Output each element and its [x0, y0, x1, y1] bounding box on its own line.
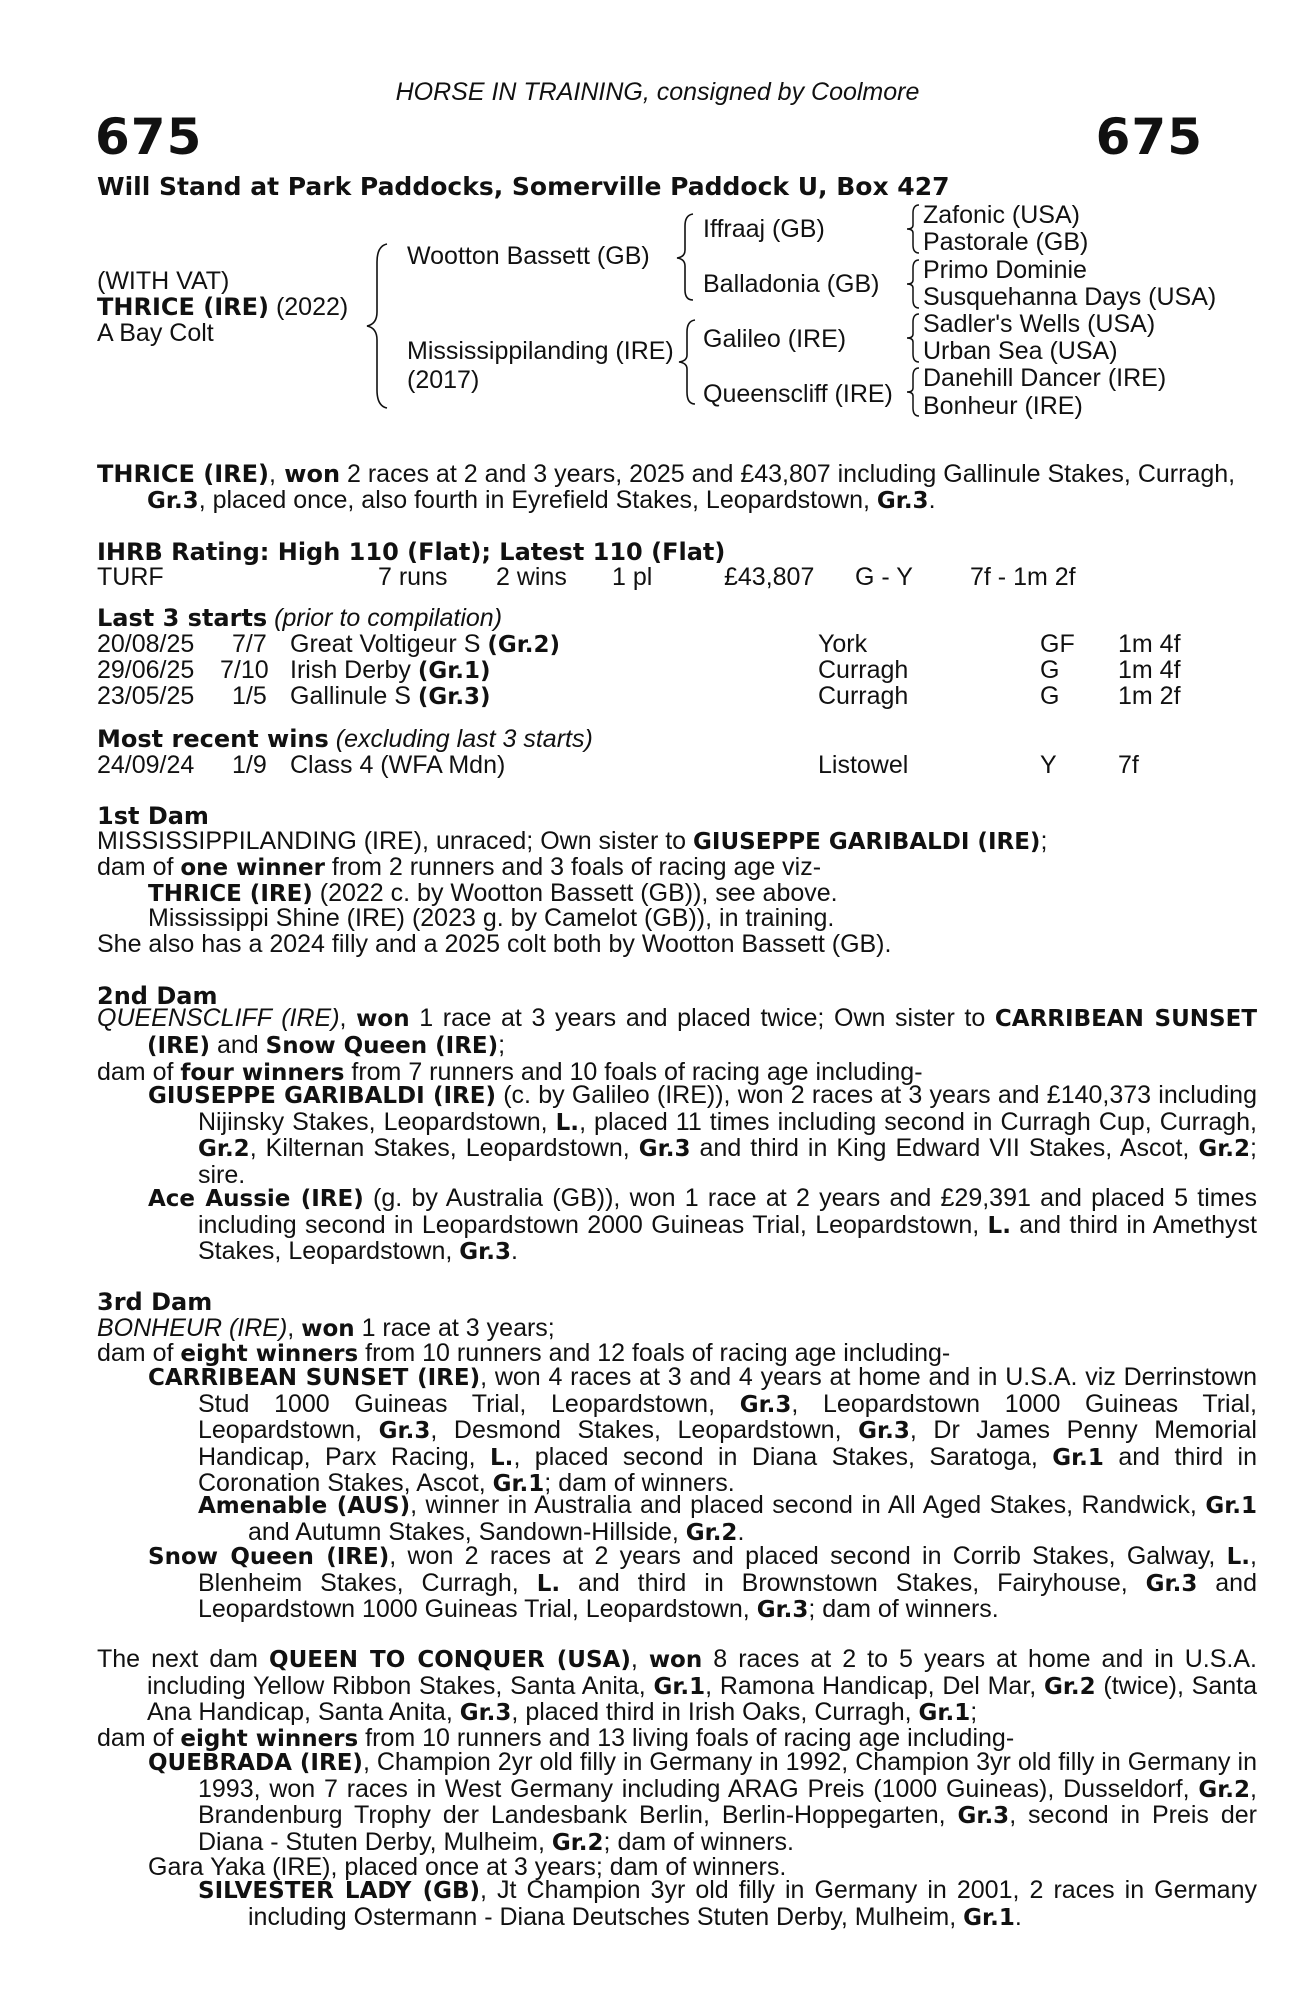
dam3-c3: Gr.3: [739, 1391, 792, 1418]
dam1-l2a: dam of: [97, 853, 181, 881]
nextdam-entry-silvester: [198, 1878, 1257, 1931]
last3-date: 20/08/25: [97, 630, 195, 658]
dam1-l1c: ;: [1040, 827, 1048, 855]
nextdam-c2: , Champion 2yr old filly in Germany in 1992, Champion 3yr old filly in Germany in 1993, won 7 races in West Germany including ARAG Preis (1000 Guineas), Dusseldorf,: [198, 1748, 1257, 1803]
dam3-b1: dam of: [97, 1339, 181, 1367]
nextdam-a13: ;: [970, 1698, 978, 1727]
dam3-c7: Gr.3: [858, 1418, 910, 1445]
dam2-c8: and third in King Edward VII Stakes, Ascot,: [690, 1134, 1199, 1163]
recent-dist: 7f: [1118, 751, 1139, 779]
dam2-a1: QUEENSCLIFF (IRE): [97, 1004, 340, 1032]
recent-note: (excluding last 3 starts): [335, 725, 593, 753]
dam3-heading: 3rd Dam: [97, 1288, 213, 1316]
stand-location: Will Stand at Park Paddocks, Somerville Paddock U, Box 427: [97, 172, 950, 201]
dam3-c10: , placed second in Diana Stakes, Saratoga,: [513, 1442, 1053, 1471]
dam3-c4: , Leopardstown 1000 Guineas Trial, Leopardstown,: [198, 1389, 1257, 1445]
last3-going: GF: [1040, 630, 1075, 658]
pedigree-dam: Mississippilanding (IRE): [407, 337, 674, 365]
horse-description: A Bay Colt: [97, 319, 214, 347]
dam1-line1: [97, 827, 1047, 856]
dam3-entry-amenable: [198, 1493, 1257, 1546]
pedigree-brace-dam: [677, 318, 701, 406]
nextdam-a10: Gr.3: [459, 1700, 512, 1727]
dam2-c7: Gr.3: [638, 1136, 691, 1163]
nextdam-a8: Gr.2: [1043, 1673, 1096, 1700]
last3-race: [290, 630, 560, 659]
pedigree-dam-dam: Queenscliff (IRE): [703, 380, 893, 408]
nextdam-c5: Gr.3: [957, 1803, 1010, 1830]
last3-course: Curragh: [818, 656, 909, 684]
dam3-f10: ; dam of winners.: [808, 1595, 999, 1624]
pedigree-dam-sire: Galileo (IRE): [703, 325, 847, 353]
dam3-e3: Gr.1: [1205, 1493, 1258, 1519]
nextdam-entry-quebrada: [148, 1750, 1257, 1856]
nextdam-c6: , second in Preis der Diana - Stuten Derby, Mulheim,: [198, 1801, 1257, 1856]
summary-name: THRICE (IRE): [97, 460, 269, 488]
dam3-f8: and Leopardstown 1000 Guineas Trial, Leopardstown,: [198, 1568, 1257, 1624]
dam1-line5: She also has a 2024 filly and a 2025 colt both by Wootton Bassett (GB).: [97, 930, 892, 958]
dam3-c1: CARRIBEAN SUNSET (IRE): [148, 1365, 481, 1391]
dam2-a8: ;: [498, 1030, 506, 1059]
dam3-f5: L.: [536, 1570, 561, 1597]
ratings-distance: 7f - 1m 2f: [970, 563, 1076, 591]
last3-pos: 7/7: [232, 630, 267, 658]
dam1-l1a: MISSISSIPPILANDING (IRE), unraced; Own sister to: [97, 827, 694, 855]
dam2-a5: CARRIBEAN SUNSET (IRE): [147, 1006, 1258, 1059]
pedigree-g6: Urban Sea (USA): [923, 337, 1118, 365]
dam2-c6: , Kilternan Stakes, Leopardstown,: [249, 1134, 639, 1163]
pedigree-g4: Susquehanna Days (USA): [923, 283, 1217, 311]
pedigree-dam-year: (2017): [407, 366, 480, 394]
dam2-d5: Gr.3: [459, 1239, 511, 1266]
dam2-d4: and third in Amethyst Stakes, Leopardstown,: [198, 1210, 1257, 1266]
dam3-e5: Gr.2: [685, 1519, 738, 1546]
last3-date: 23/05/25: [97, 682, 195, 710]
dam3-e2: , winner in Australia and placed second in All Aged Stakes, Randwick,: [410, 1491, 1206, 1519]
dam2-c10: ; sire.: [198, 1134, 1257, 1189]
recent-heading: [97, 725, 593, 754]
vat-note: (WITH VAT): [97, 267, 230, 295]
last3-race-name: Great Voltigeur S: [290, 630, 488, 658]
last3-title: Last 3 starts: [97, 604, 268, 632]
nextdam-c3: Gr.2: [1198, 1776, 1251, 1803]
dam1-heading: 1st Dam: [97, 802, 209, 830]
dam3-c13: Gr.1: [492, 1471, 545, 1498]
dam2-b3: from 7 runners and 10 foals of racing age including-: [344, 1058, 923, 1086]
dam1-l2b: one winner: [180, 855, 325, 881]
dam2-d2: (g. by Australia (GB)), won 1 race at 2 years and £29,391 and placed 5 times including second in Leopardstown 2000 Guineas Trial, Leopardstown,: [198, 1184, 1257, 1239]
dam1-line4: Mississippi Shine (IRE) (2023 g. by Camelot (GB)), in training.: [148, 904, 835, 932]
last3-going: G: [1040, 656, 1060, 684]
nextdam-c4: , Brandenburg Trophy der Landesbank Berlin, Berlin-Hoppegarten,: [198, 1774, 1257, 1830]
nextdam-c1: QUEBRADA (IRE): [148, 1750, 363, 1776]
dam2-c9: Gr.2: [1198, 1136, 1251, 1163]
last3-date: 29/06/25: [97, 656, 195, 684]
ratings-heading: IHRB Rating: High 110 (Flat); Latest 110 (Flat): [97, 538, 726, 566]
last3-race: [290, 656, 491, 685]
dam2-entry-ace: [148, 1186, 1257, 1266]
dam3-e6: .: [737, 1517, 745, 1546]
summary-gr3a: Gr.3: [147, 487, 199, 514]
nextdam-a5: 8 races at 2 to 5 years at home and in U.S.A. including Yellow Ribbon Stakes, Santa Anita,: [147, 1645, 1257, 1700]
dam1-l1b: GIUSEPPE GARIBALDI (IRE): [693, 829, 1041, 855]
nextdam-a7: , Ramona Handicap, Del Mar,: [705, 1671, 1044, 1700]
dam3-c11: Gr.1: [1052, 1444, 1104, 1471]
recent-going: Y: [1040, 751, 1057, 779]
nextdam-a4: won: [648, 1647, 703, 1673]
dam2-d6: .: [510, 1237, 518, 1266]
recent-date: 24/09/24: [97, 751, 195, 779]
ratings-placed: 1 pl: [612, 563, 653, 591]
pedigree-brace-g3: [905, 312, 923, 364]
dam3-e4: and Autumn Stakes, Sandown-Hillside,: [248, 1517, 686, 1546]
horse-name: THRICE (IRE): [97, 293, 269, 321]
pedigree-brace-g1: [905, 203, 923, 255]
dam3-c6: , Desmond Stakes, Leopardstown,: [430, 1416, 859, 1445]
dam2-c4: , placed 11 times including second in Curragh Cup, Curragh,: [579, 1107, 1257, 1136]
dam2-b1: dam of: [97, 1058, 181, 1086]
nextdam-c7: Gr.2: [551, 1829, 604, 1856]
dam2-heading: 2nd Dam: [97, 982, 218, 1010]
dam3-entry-carribean: [148, 1365, 1257, 1498]
dam3-f4: , Blenheim Stakes, Curragh,: [198, 1542, 1257, 1597]
dam3-c5: Gr.3: [378, 1418, 431, 1445]
recent-title: Most recent wins: [97, 725, 329, 753]
dam2-a3: won: [356, 1006, 410, 1032]
dam3-c8: , Dr James Penny Memorial Handicap, Parx Racing,: [198, 1416, 1257, 1471]
summary-gr3b: Gr.3: [876, 487, 929, 514]
dam3-a1: BONHEUR (IRE): [97, 1314, 288, 1342]
dam3-c2: , won 4 races at 3 and 4 years at home and in U.S.A. viz Derrinstown Stud 1000 Guineas Trial, Leopardstown,: [198, 1363, 1257, 1418]
dam2-c1: GIUSEPPE GARIBALDI (IRE): [148, 1083, 496, 1109]
nextdam-b2: eight winners: [180, 1726, 359, 1752]
dam1-l3a: THRICE (IRE): [148, 881, 313, 907]
last3-note: (prior to compilation): [274, 604, 503, 632]
summary-won: , won: [268, 460, 341, 488]
dam3-f3: L.: [1226, 1544, 1251, 1570]
recent-race: Class 4 (WFA Mdn): [290, 751, 506, 779]
pedigree-brace-main: [365, 242, 395, 410]
summary-text2b: , placed once, also fourth in Eyrefield Stakes, Leopardstown,: [198, 485, 877, 514]
last3-dist: 1m 4f: [1118, 656, 1181, 684]
dam3-f9: Gr.3: [756, 1597, 809, 1624]
nextdam-a3: ,: [630, 1645, 649, 1673]
last3-heading: [97, 604, 502, 633]
last3-race-name: Gallinule S: [290, 682, 418, 710]
pedigree-g7: Danehill Dancer (IRE): [923, 364, 1167, 392]
nextdam-e3: Gr.1: [963, 1904, 1015, 1931]
dam2-c3: L.: [555, 1109, 580, 1136]
pedigree-sire: Wootton Bassett (GB): [407, 242, 650, 270]
last3-going: G: [1040, 682, 1060, 710]
dam2-intro: [97, 1006, 1257, 1059]
last3-pos: 7/10: [220, 656, 269, 684]
lot-number-right: 675: [1095, 108, 1203, 166]
nextdam-e4: .: [1014, 1902, 1022, 1931]
dam3-c12: and third in Coronation Stakes, Ascot,: [198, 1442, 1257, 1498]
dam3-c14: ; dam of winners.: [544, 1469, 735, 1498]
summary-text2c: .: [928, 485, 936, 514]
pedigree-brace-g2: [905, 258, 923, 310]
lot-number-left: 675: [95, 108, 203, 166]
nextdam-a2: QUEEN TO CONQUER (USA): [269, 1647, 631, 1673]
dam3-f2: , won 2 races at 2 years and placed second in Corrib Stakes, Galway,: [389, 1542, 1227, 1570]
dam1-l2c: from 2 runners and 3 foals of racing age viz-: [324, 853, 822, 881]
summary-paragraph: [97, 462, 1257, 514]
pedigree-brace-g4: [905, 366, 923, 418]
dam3-e1: Amenable (AUS): [198, 1493, 411, 1519]
summary-text1: 2 races at 2 and 3 years, 2025 and £43,807 including Gallinule Stakes,: [340, 460, 1131, 488]
dam2-a4: 1 race at 3 years and placed twice; Own sister to: [409, 1004, 995, 1032]
dam3-b3: from 10 runners and 12 foals of racing age including-: [358, 1339, 951, 1367]
nextdam-b3: from 10 runners and 13 living foals of racing age including-: [358, 1724, 1015, 1752]
last3-grade: (Gr.2): [487, 632, 561, 658]
last3-grade: (Gr.1): [417, 658, 491, 684]
last3-course: Curragh: [818, 682, 909, 710]
pedigree-brace-sire: [675, 212, 699, 302]
ratings-going: G - Y: [855, 563, 913, 591]
last3-grade: (Gr.3): [417, 684, 491, 710]
page-header-title: HORSE IN TRAINING, consigned by Coolmore: [395, 78, 920, 106]
recent-pos: 1/9: [232, 751, 267, 779]
dam2-d1: Ace Aussie (IRE): [148, 1186, 364, 1212]
dam2-d3: L.: [987, 1212, 1011, 1239]
pedigree-sire-sire: Iffraaj (GB): [703, 215, 825, 243]
pedigree-g3: Primo Dominie: [923, 256, 1087, 284]
last3-pos: 1/5: [232, 682, 267, 710]
horse-title: [97, 294, 348, 320]
dam3-a4: 1 race at 3 years;: [354, 1314, 555, 1342]
dam1-line2: [97, 853, 821, 882]
nextdam-entry-garayaka: Gara Yaka (IRE), placed once at 3 years; dam of winners.: [148, 1853, 787, 1881]
nextdam-a11: , placed third in Irish Oaks, Curragh,: [511, 1698, 919, 1727]
ratings-surface: TURF: [97, 563, 164, 591]
last3-race: [290, 682, 491, 711]
dam3-c9: L.: [490, 1444, 514, 1471]
dam3-b2: eight winners: [180, 1341, 359, 1367]
nextdam-a1: The next dam: [97, 1645, 270, 1673]
ratings-wins: 2 wins: [496, 563, 567, 591]
nextdam-a9: (twice), Santa Ana Handicap, Santa Anita,: [147, 1671, 1257, 1727]
pedigree-g5: Sadler's Wells (USA): [923, 310, 1156, 338]
dam2-b2: four winners: [180, 1060, 345, 1086]
nextdam-e1: SILVESTER LADY (GB): [198, 1878, 481, 1904]
nextdam-e2: , Jt Champion 3yr old filly in Germany in 2001, 2 races in Germany including Ostermann - Diana Deutsches Stuten Derby, Mulheim,: [248, 1876, 1257, 1931]
dam3-f1: Snow Queen (IRE): [148, 1544, 390, 1570]
horse-year: (2022): [275, 293, 349, 321]
dam2-c5: Gr.2: [198, 1136, 250, 1163]
last3-race-name: Irish Derby: [290, 656, 418, 684]
dam3-a3: won: [301, 1316, 355, 1342]
nextdam-intro: [97, 1647, 1257, 1727]
pedigree-sire-dam: Balladonia (GB): [703, 270, 880, 298]
dam3-entry-snowqueen: [148, 1544, 1257, 1624]
ratings-earnings: £43,807: [724, 563, 815, 591]
dam2-a7: Snow Queen (IRE): [265, 1032, 499, 1059]
last3-dist: 1m 2f: [1118, 682, 1181, 710]
dam2-c2: (c. by Galileo (IRE)), won 2 races at 3 years and £140,373 including Nijinsky Stakes, Leopardstown,: [198, 1081, 1257, 1136]
pedigree-g1: Zafonic (USA): [923, 201, 1080, 229]
dam2-a2: ,: [339, 1004, 357, 1032]
dam1-l3b: (2022 c. by Wootton Bassett (GB)), see above.: [312, 879, 838, 907]
dam2-a6: and: [210, 1030, 266, 1059]
pedigree-g8: Bonheur (IRE): [923, 392, 1083, 420]
dam3-f7: Gr.3: [1145, 1570, 1198, 1597]
dam3-f6: and third in Brownstown Stakes, Fairyhouse,: [560, 1568, 1146, 1597]
last3-course: York: [818, 630, 868, 658]
nextdam-a6: Gr.1: [653, 1673, 706, 1700]
recent-course: Listowel: [818, 751, 909, 779]
dam2-entry-giuseppe: [148, 1083, 1257, 1188]
nextdam-a12: Gr.1: [918, 1700, 971, 1727]
nextdam-b1: dam of: [97, 1724, 181, 1752]
dam3-a2: ,: [287, 1314, 302, 1342]
ratings-runs: 7 runs: [378, 563, 448, 591]
last3-dist: 1m 4f: [1118, 630, 1181, 658]
pedigree-g2: Pastorale (GB): [923, 228, 1089, 256]
summary-text2a: Curragh,: [1137, 460, 1236, 488]
nextdam-c8: ; dam of winners.: [603, 1827, 794, 1856]
